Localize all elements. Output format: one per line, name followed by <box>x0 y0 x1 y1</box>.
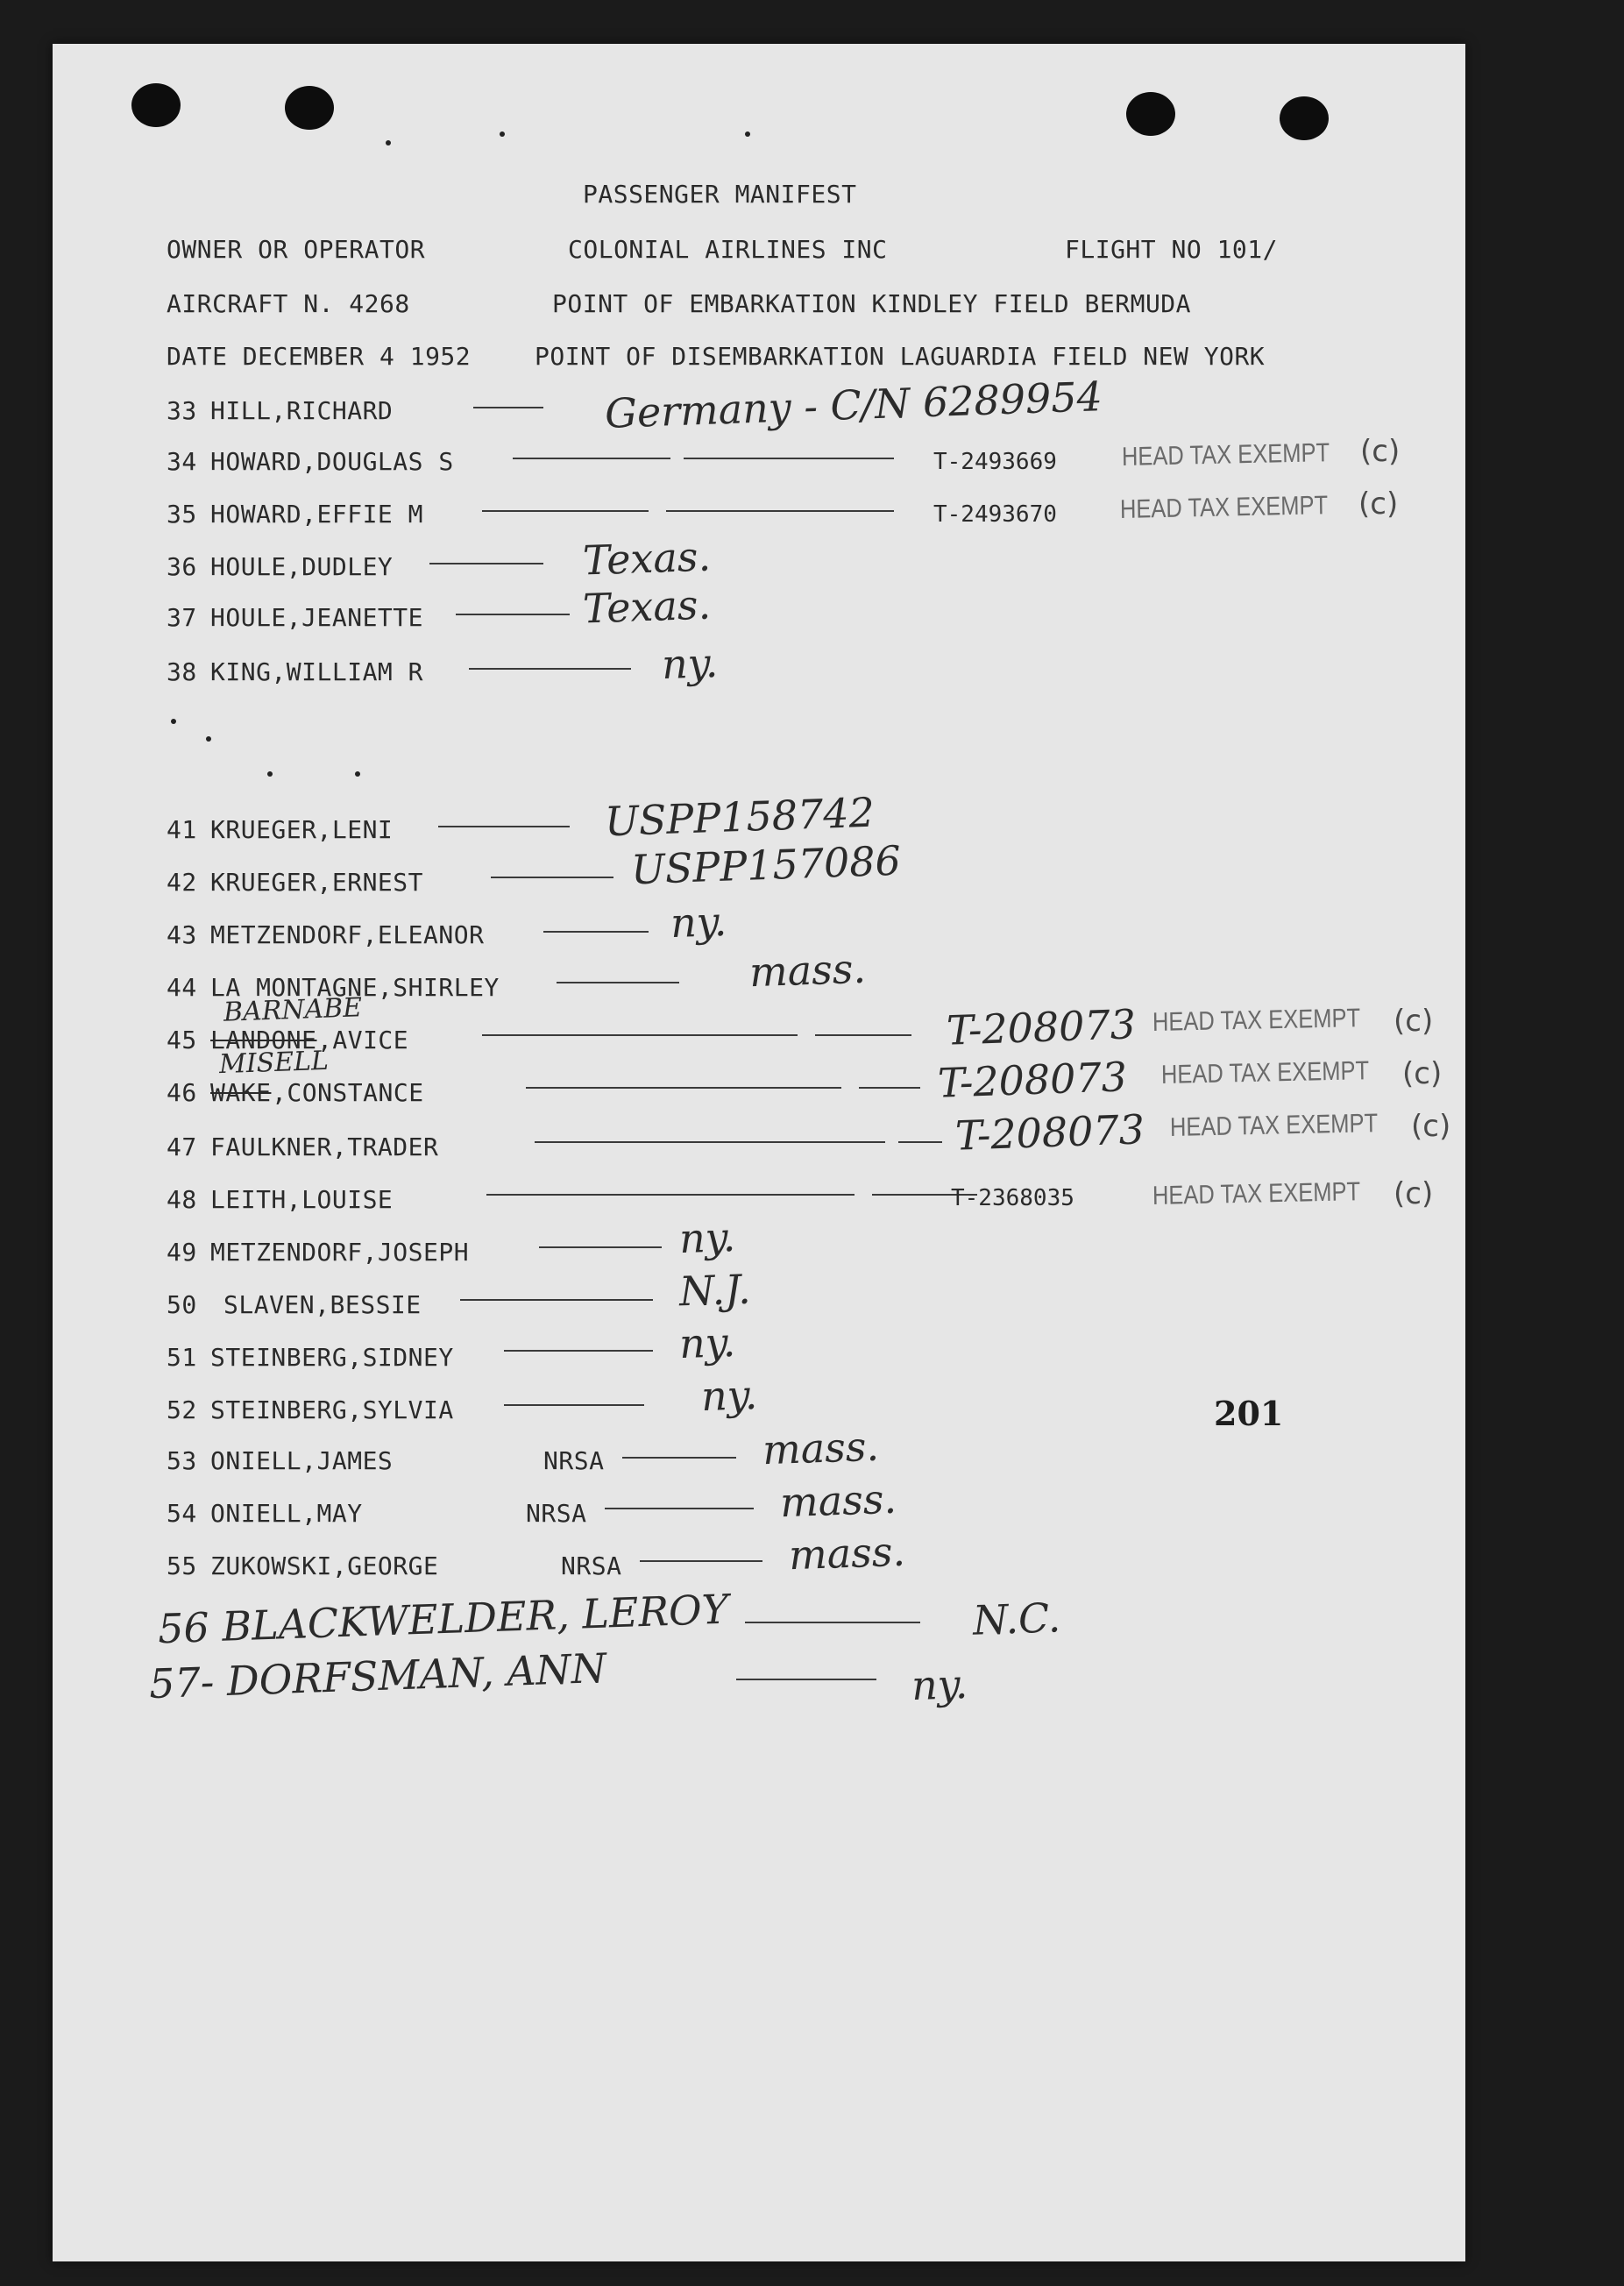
passenger-name: FAULKNER,TRADER <box>210 1132 439 1161</box>
punch-hole <box>285 86 334 130</box>
speck <box>171 719 176 724</box>
passenger-name: ,AVICE <box>317 1026 409 1054</box>
handwritten-note: ny. <box>670 897 728 948</box>
handwritten-note: USPP158742 <box>604 788 876 846</box>
leader-line <box>482 1034 798 1036</box>
passenger-name: ,CONSTANCE <box>272 1078 424 1107</box>
row-number: 48 <box>167 1185 197 1214</box>
disembarkation-point: POINT OF DISEMBARKATION LAGUARDIA FIELD NEW YORK <box>535 342 1266 371</box>
leader-line <box>513 458 670 459</box>
leader-line <box>539 1246 662 1248</box>
row-number: 55 <box>167 1551 197 1580</box>
row-number: 54 <box>167 1499 197 1528</box>
manifest-page <box>53 44 1465 2261</box>
handwritten-note: mass. <box>748 944 867 997</box>
handwritten-ticket: T-208073 <box>954 1105 1145 1160</box>
handwritten-note: ny. <box>661 638 720 689</box>
leader-line <box>460 1299 653 1301</box>
handwritten-note: mass. <box>779 1474 897 1527</box>
handwritten-note: N.C. <box>972 1594 1062 1644</box>
passenger-name: SLAVEN,BESSIE <box>223 1290 422 1319</box>
row-number: 38 <box>167 657 197 686</box>
row-number: 49 <box>167 1238 197 1267</box>
passenger-name: LEITH,LOUISE <box>210 1185 394 1214</box>
passenger-name: STEINBERG,SYLVIA <box>210 1395 454 1424</box>
leader-line <box>438 826 570 827</box>
leader-line <box>486 1194 855 1196</box>
row-number: 33 <box>167 396 197 425</box>
passenger-name: HOULE,JEANETTE <box>210 603 424 632</box>
row-number: 52 <box>167 1395 197 1424</box>
leader-line <box>491 877 613 878</box>
ticket-number: T-2368035 <box>951 1185 1074 1211</box>
head-tax-stamp: HEAD TAX EXEMPT <box>1152 1004 1361 1037</box>
struck-name: WAKE <box>210 1078 272 1107</box>
leader-line <box>543 931 649 933</box>
stamp-initial-icon: (c) <box>1360 434 1401 469</box>
handwritten-ticket: T-208073 <box>946 1000 1137 1054</box>
passenger-name: HOULE,DUDLEY <box>210 552 394 581</box>
leader-line <box>622 1457 736 1459</box>
handwritten-entry: 56 BLACKWELDER, LEROY <box>157 1585 729 1653</box>
head-tax-stamp: HEAD TAX EXEMPT <box>1119 491 1329 524</box>
passenger-name: STEINBERG,SIDNEY <box>210 1343 454 1372</box>
leader-line <box>557 982 679 983</box>
embarkation-point: POINT OF EMBARKATION KINDLEY FIELD BERMUDA <box>552 289 1192 318</box>
stamp-initial-icon: (c) <box>1394 1004 1434 1039</box>
handwritten-note: ny. <box>678 1212 737 1263</box>
name-correction: BARNABE <box>223 992 363 1028</box>
row-number: 43 <box>167 920 197 949</box>
row-number: 35 <box>167 500 197 529</box>
handwritten-note: ny. <box>678 1317 737 1368</box>
row-number: 34 <box>167 447 197 476</box>
leader-line <box>429 563 543 564</box>
row-number: 36 <box>167 552 197 581</box>
leader-line <box>504 1350 653 1352</box>
passenger-name: KRUEGER,ERNEST <box>210 868 424 897</box>
handwritten-note: ny. <box>911 1659 969 1710</box>
status-code: NRSA <box>561 1551 622 1580</box>
passenger-name: HILL,RICHARD <box>210 396 394 425</box>
row-number: 47 <box>167 1132 197 1161</box>
handwritten-note: Germany - C/N 6289954 <box>604 373 1103 437</box>
passenger-name: KING,WILLIAM R <box>210 657 424 686</box>
handwritten-note: mass. <box>788 1527 906 1580</box>
row-number: 45 <box>167 1026 197 1054</box>
head-tax-stamp: HEAD TAX EXEMPT <box>1121 438 1330 472</box>
status-code: NRSA <box>526 1499 587 1528</box>
leader-line <box>815 1034 911 1036</box>
passenger-name: METZENDORF,JOSEPH <box>210 1238 470 1267</box>
leader-line <box>535 1141 885 1143</box>
stamp-initial-icon: (c) <box>1411 1109 1451 1144</box>
row-number: 42 <box>167 868 197 897</box>
passenger-name: HOWARD,DOUGLAS S <box>210 447 454 476</box>
leader-line <box>745 1622 920 1623</box>
leader-line <box>640 1560 762 1562</box>
row-number: 46 <box>167 1078 197 1107</box>
stamp-initial-icon: (c) <box>1358 486 1399 522</box>
row-number: 44 <box>167 973 197 1002</box>
handwritten-note: N.J. <box>678 1265 752 1316</box>
head-tax-stamp: HEAD TAX EXEMPT <box>1152 1177 1361 1210</box>
aircraft-number: AIRCRAFT N. 4268 <box>167 289 410 318</box>
flight-number: FLIGHT NO 101/ <box>1065 235 1279 264</box>
head-tax-stamp: HEAD TAX EXEMPT <box>1169 1109 1379 1142</box>
page-number: 201 <box>1214 1394 1284 1433</box>
name-correction: MISELL <box>218 1045 330 1081</box>
stamp-initial-icon: (c) <box>1402 1056 1443 1091</box>
leader-line <box>684 458 894 459</box>
head-tax-stamp: HEAD TAX EXEMPT <box>1160 1056 1370 1090</box>
handwritten-note: ny. <box>700 1370 759 1421</box>
leader-line <box>469 668 631 670</box>
manifest-date: DATE DECEMBER 4 1952 <box>167 342 472 371</box>
leader-line <box>473 407 543 408</box>
speck <box>355 771 360 777</box>
passenger-name: ONIELL,MAY <box>210 1499 363 1528</box>
ticket-number: T-2493669 <box>933 449 1057 475</box>
speck <box>500 131 505 137</box>
leader-line <box>666 510 894 512</box>
row-number: 41 <box>167 815 197 844</box>
handwritten-note: Texas. <box>582 580 712 633</box>
leader-line <box>482 510 649 512</box>
passenger-name: KRUEGER,LENI <box>210 815 394 844</box>
handwritten-entry: 57- DORFSMAN, ANN <box>148 1644 607 1708</box>
handwritten-ticket: T-208073 <box>937 1053 1128 1107</box>
speck <box>267 771 273 777</box>
speck <box>386 140 391 146</box>
manifest-title: PASSENGER MANIFEST <box>583 180 857 209</box>
leader-line <box>456 614 570 615</box>
punch-hole <box>1280 96 1329 140</box>
passenger-name: METZENDORF,ELEANOR <box>210 920 485 949</box>
leader-line <box>605 1508 754 1509</box>
row-number: 37 <box>167 603 197 632</box>
handwritten-note: Texas. <box>582 532 712 585</box>
owner-value: COLONIAL AIRLINES INC <box>568 235 888 264</box>
row-number: 51 <box>167 1343 197 1372</box>
owner-label: OWNER OR OPERATOR <box>167 235 426 264</box>
speck <box>745 131 750 137</box>
row-number: 50 <box>167 1290 197 1319</box>
status-code: NRSA <box>543 1446 605 1475</box>
leader-line <box>898 1141 942 1143</box>
passenger-name: LA MONTAGNE,SHIRLEY <box>210 973 500 1002</box>
speck <box>206 736 211 742</box>
passenger-name: ZUKOWSKI,GEORGE <box>210 1551 439 1580</box>
punch-hole <box>1126 92 1175 136</box>
ticket-number: T-2493670 <box>933 501 1057 528</box>
handwritten-note: mass. <box>762 1422 880 1474</box>
leader-line <box>736 1679 876 1680</box>
stamp-initial-icon: (c) <box>1394 1176 1434 1211</box>
leader-line <box>504 1404 644 1406</box>
leader-line <box>859 1087 920 1089</box>
handwritten-note: USPP157086 <box>630 836 902 894</box>
leader-line <box>526 1087 841 1089</box>
passenger-name: HOWARD,EFFIE M <box>210 500 424 529</box>
punch-hole <box>131 83 181 127</box>
row-number: 53 <box>167 1446 197 1475</box>
struck-name: LANDONE <box>210 1026 317 1054</box>
passenger-name: ONIELL,JAMES <box>210 1446 394 1475</box>
